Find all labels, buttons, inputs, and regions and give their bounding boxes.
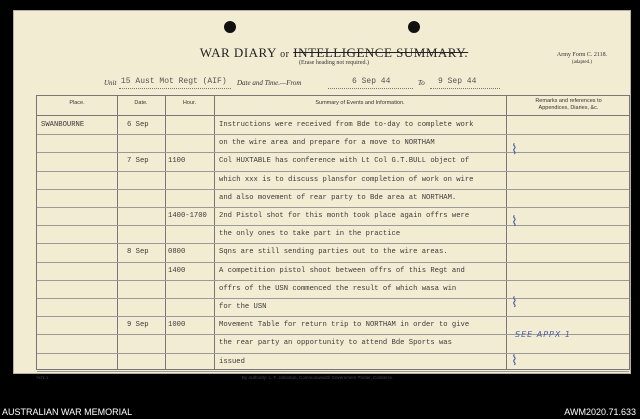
title-or: or: [280, 49, 290, 60]
row-3-date: 7 Sep: [127, 157, 149, 166]
form-title: [194, 45, 474, 61]
punch-hole: [408, 21, 420, 33]
pen-mark-tick: ⌇: [511, 214, 518, 230]
row-10-text: offrs of the USN commenced the result of which wasa win: [219, 284, 457, 293]
punch-hole: [224, 21, 236, 33]
diary-sheet: [13, 10, 631, 380]
pen-mark-tick: ⌇: [511, 142, 518, 158]
caption-institution: AUSTRALIAN WAR MEMORIAL: [2, 407, 133, 417]
row-4-text: which xxx is to discuss plansfor completion of work on wire: [219, 175, 474, 184]
unit-value: 15 Aust Mot Regt (AIF): [121, 77, 227, 86]
from-value: 6 Sep 44: [352, 77, 391, 86]
col-header-remarks: [506, 98, 631, 112]
form-subtitle: (Erase heading not required.): [299, 60, 369, 66]
to-value: 9 Sep 44: [438, 77, 477, 86]
pen-mark-tick: ⌇: [511, 295, 518, 311]
pen-mark-tick: ⌇: [511, 353, 518, 369]
row-3-text: Col HUXTABLE has conference with Lt Col G.T.BULL object of: [219, 157, 470, 166]
row-5-text: and also movement of rear party to Bde area at NORTHAM.: [219, 193, 457, 202]
form-ref-number: Army Form C. 2118.: [556, 52, 608, 58]
row-14-text: issued: [219, 357, 245, 366]
to-label: To: [418, 79, 425, 87]
row-9-hour: 1400: [168, 266, 186, 275]
datetime-label: Date and Time.—From: [237, 79, 302, 87]
title-struck-intelligence: INTELLIGENCE SUMMARY.: [293, 45, 469, 60]
col-header-place: Place.: [69, 100, 85, 106]
row-12-text: Movement Table for return trip to NORTHAM in order to give: [219, 321, 470, 330]
row-1-date: 6 Sep: [127, 121, 149, 129]
unit-label: Unit: [104, 79, 117, 87]
row-6-hour: 1400-1700: [168, 212, 207, 220]
diary-table: [36, 95, 630, 370]
col-header-summary: Summary of Events and Information.: [315, 100, 405, 106]
row-2-text: on the wire area and prepare for a move to NORTHAM: [219, 139, 435, 148]
row-8-text: Sqns are still sending parties out to the wire areas.: [219, 248, 448, 257]
footer-form-number: 7971.1.: [36, 375, 50, 380]
title-war-diary: WAR DIARY: [199, 45, 277, 60]
row-8-hour: 0800: [168, 248, 186, 257]
row-1-place: SWANBOURNE: [41, 121, 85, 129]
row-3-hour: 1100: [168, 157, 186, 166]
row-1-text: Instructions were received from Bde to-day to complete work: [219, 121, 474, 129]
col-header-hour: Hour.: [182, 100, 197, 106]
remarks-see-appx: SEE APPX 1: [515, 330, 571, 339]
row-11-text: for the USN: [219, 303, 267, 311]
col-header-remarks-line1: Remarks and references to: [535, 98, 602, 104]
caption-bar: [0, 405, 640, 419]
unit-line: [104, 77, 564, 91]
row-9-text: A competition pistol shoot between offrs of this Regt and: [219, 266, 465, 275]
form-reference: [542, 51, 622, 67]
row-7-text: the only ones to take part in the practice: [219, 230, 401, 239]
caption-accession: AWM2020.71.633: [564, 407, 636, 417]
footer-printer: By Authority: L. F. Johnston, Commonwealth Government Printer, Canberra.: [242, 375, 394, 380]
row-6-text: 2nd Pistol shot for this month took place again offrs were: [219, 212, 470, 220]
form-ref-sub: (adapted.): [571, 60, 593, 65]
row-12-hour: 1000: [168, 321, 186, 330]
col-header-remarks-line2: Appendices, Diaries, &c.: [538, 105, 599, 111]
row-13-text: the rear party an opportunity to attend Bde Sports was: [219, 339, 452, 348]
col-header-date: Date.: [134, 100, 148, 106]
row-8-date: 8 Sep: [127, 248, 149, 257]
row-12-date: 9 Sep: [127, 321, 149, 330]
